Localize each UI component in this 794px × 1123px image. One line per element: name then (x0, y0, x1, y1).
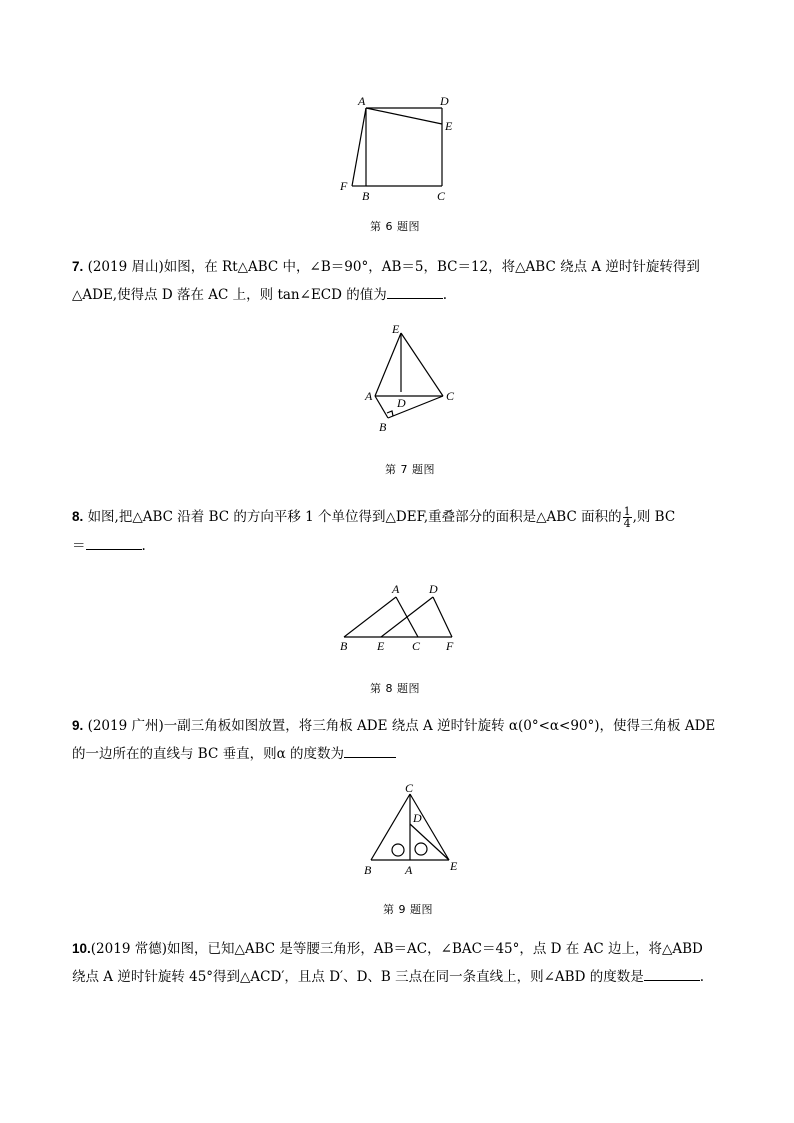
figure-8-caption: 第 8 题图 (370, 682, 420, 695)
label-c: C (437, 189, 446, 203)
label-e: E (392, 322, 400, 336)
label-c: C (412, 639, 421, 653)
segment-df (433, 597, 452, 637)
segment-af (352, 108, 366, 186)
question-10-period: . (699, 969, 705, 985)
right-angle-mark (387, 411, 393, 416)
label-a: A (358, 94, 366, 108)
segment-de (410, 824, 449, 860)
question-10 (72, 935, 724, 991)
figure-9 (358, 778, 468, 878)
fraction-denominator: 4 (623, 517, 631, 530)
question-8 (72, 499, 724, 557)
figure-7 (360, 320, 470, 438)
question-7-text-line2: △ADE,使得点 D 落在 AC 上，则 tan∠ECD 的值为 (72, 287, 387, 303)
fraction-numerator: 1 (623, 505, 631, 518)
figure-7-caption: 第 7 题图 (385, 463, 435, 476)
question-8-number: 8. (72, 509, 84, 524)
label-a: A (405, 863, 413, 877)
label-e: E (450, 859, 458, 873)
label-b: B (379, 420, 387, 434)
label-b: B (364, 863, 372, 877)
question-8-text-line1: 如图,把△ABC 沿着 BC 的方向平移 1 个单位得到△DEF,重叠部分的面积是△ABC 面积的 (87, 509, 622, 525)
question-9 (72, 712, 724, 768)
label-c: C (446, 389, 455, 403)
segment-ae (366, 108, 442, 124)
segment-c-right (410, 794, 449, 860)
segment-ab (375, 396, 388, 418)
fraction-one-quarter (623, 506, 632, 529)
label-e: E (377, 639, 385, 653)
question-8-text-line1-end: ,则 BC (632, 509, 676, 525)
label-f: F (340, 179, 348, 193)
label-c: C (405, 781, 414, 795)
question-7-text-line1: (2019 眉山)如图，在 Rt△ABC 中，∠B＝90°，AB＝5，BC＝12，将△ABC 绕点 A 逆时针旋转得到 (87, 259, 700, 275)
question-8-text-line2: ＝ (72, 538, 86, 554)
triangle-hole-right (415, 843, 427, 855)
label-a: A (392, 582, 400, 596)
label-b: B (340, 639, 348, 653)
answer-blank-9[interactable] (344, 745, 396, 758)
label-f: F (446, 639, 454, 653)
label-e: E (445, 119, 453, 133)
question-9-text-line2: 的一边所在的直线与 BC 垂直，则α 的度数为 (72, 746, 344, 762)
question-10-number: 10. (72, 941, 91, 956)
segment-ea (375, 333, 401, 396)
label-a: A (365, 389, 373, 403)
question-9-text-line1: (2019 广州)一副三角板如图放置，将三角板 ADE 绕点 A 逆时针旋转 α(0°<α<90°)，使得三角板 ADE (87, 718, 716, 734)
answer-blank-7[interactable] (387, 286, 443, 299)
figure-6 (330, 90, 460, 210)
answer-blank-8[interactable] (86, 537, 142, 550)
label-d: D (397, 396, 406, 410)
question-9-number: 9. (72, 718, 84, 733)
figure-6-caption: 第 6 题图 (370, 220, 420, 233)
label-d: D (429, 582, 438, 596)
figure-9-caption: 第 9 题图 (383, 903, 433, 916)
question-10-text-line2: 绕点 A 逆时针旋转 45°得到△ACD′，且点 D′、D、B 三点在同一条直线上，则∠ABD 的度数是 (72, 969, 644, 985)
answer-blank-10[interactable] (644, 968, 700, 981)
question-7-period: . (442, 287, 448, 303)
label-b: B (362, 189, 370, 203)
question-8-period: . (141, 538, 146, 554)
triangle-hole-left (392, 844, 404, 856)
segment-ec (401, 333, 443, 396)
label-d: D (440, 94, 449, 108)
question-7-number: 7. (72, 259, 84, 274)
figure-8 (334, 580, 464, 655)
question-7 (72, 253, 724, 309)
label-d: D (413, 811, 422, 825)
question-10-text-line1: (2019 常德)如图，已知△ABC 是等腰三角形，AB＝AC，∠BAC＝45°，点 D 在 AC 边上，将△ABD (90, 941, 703, 957)
